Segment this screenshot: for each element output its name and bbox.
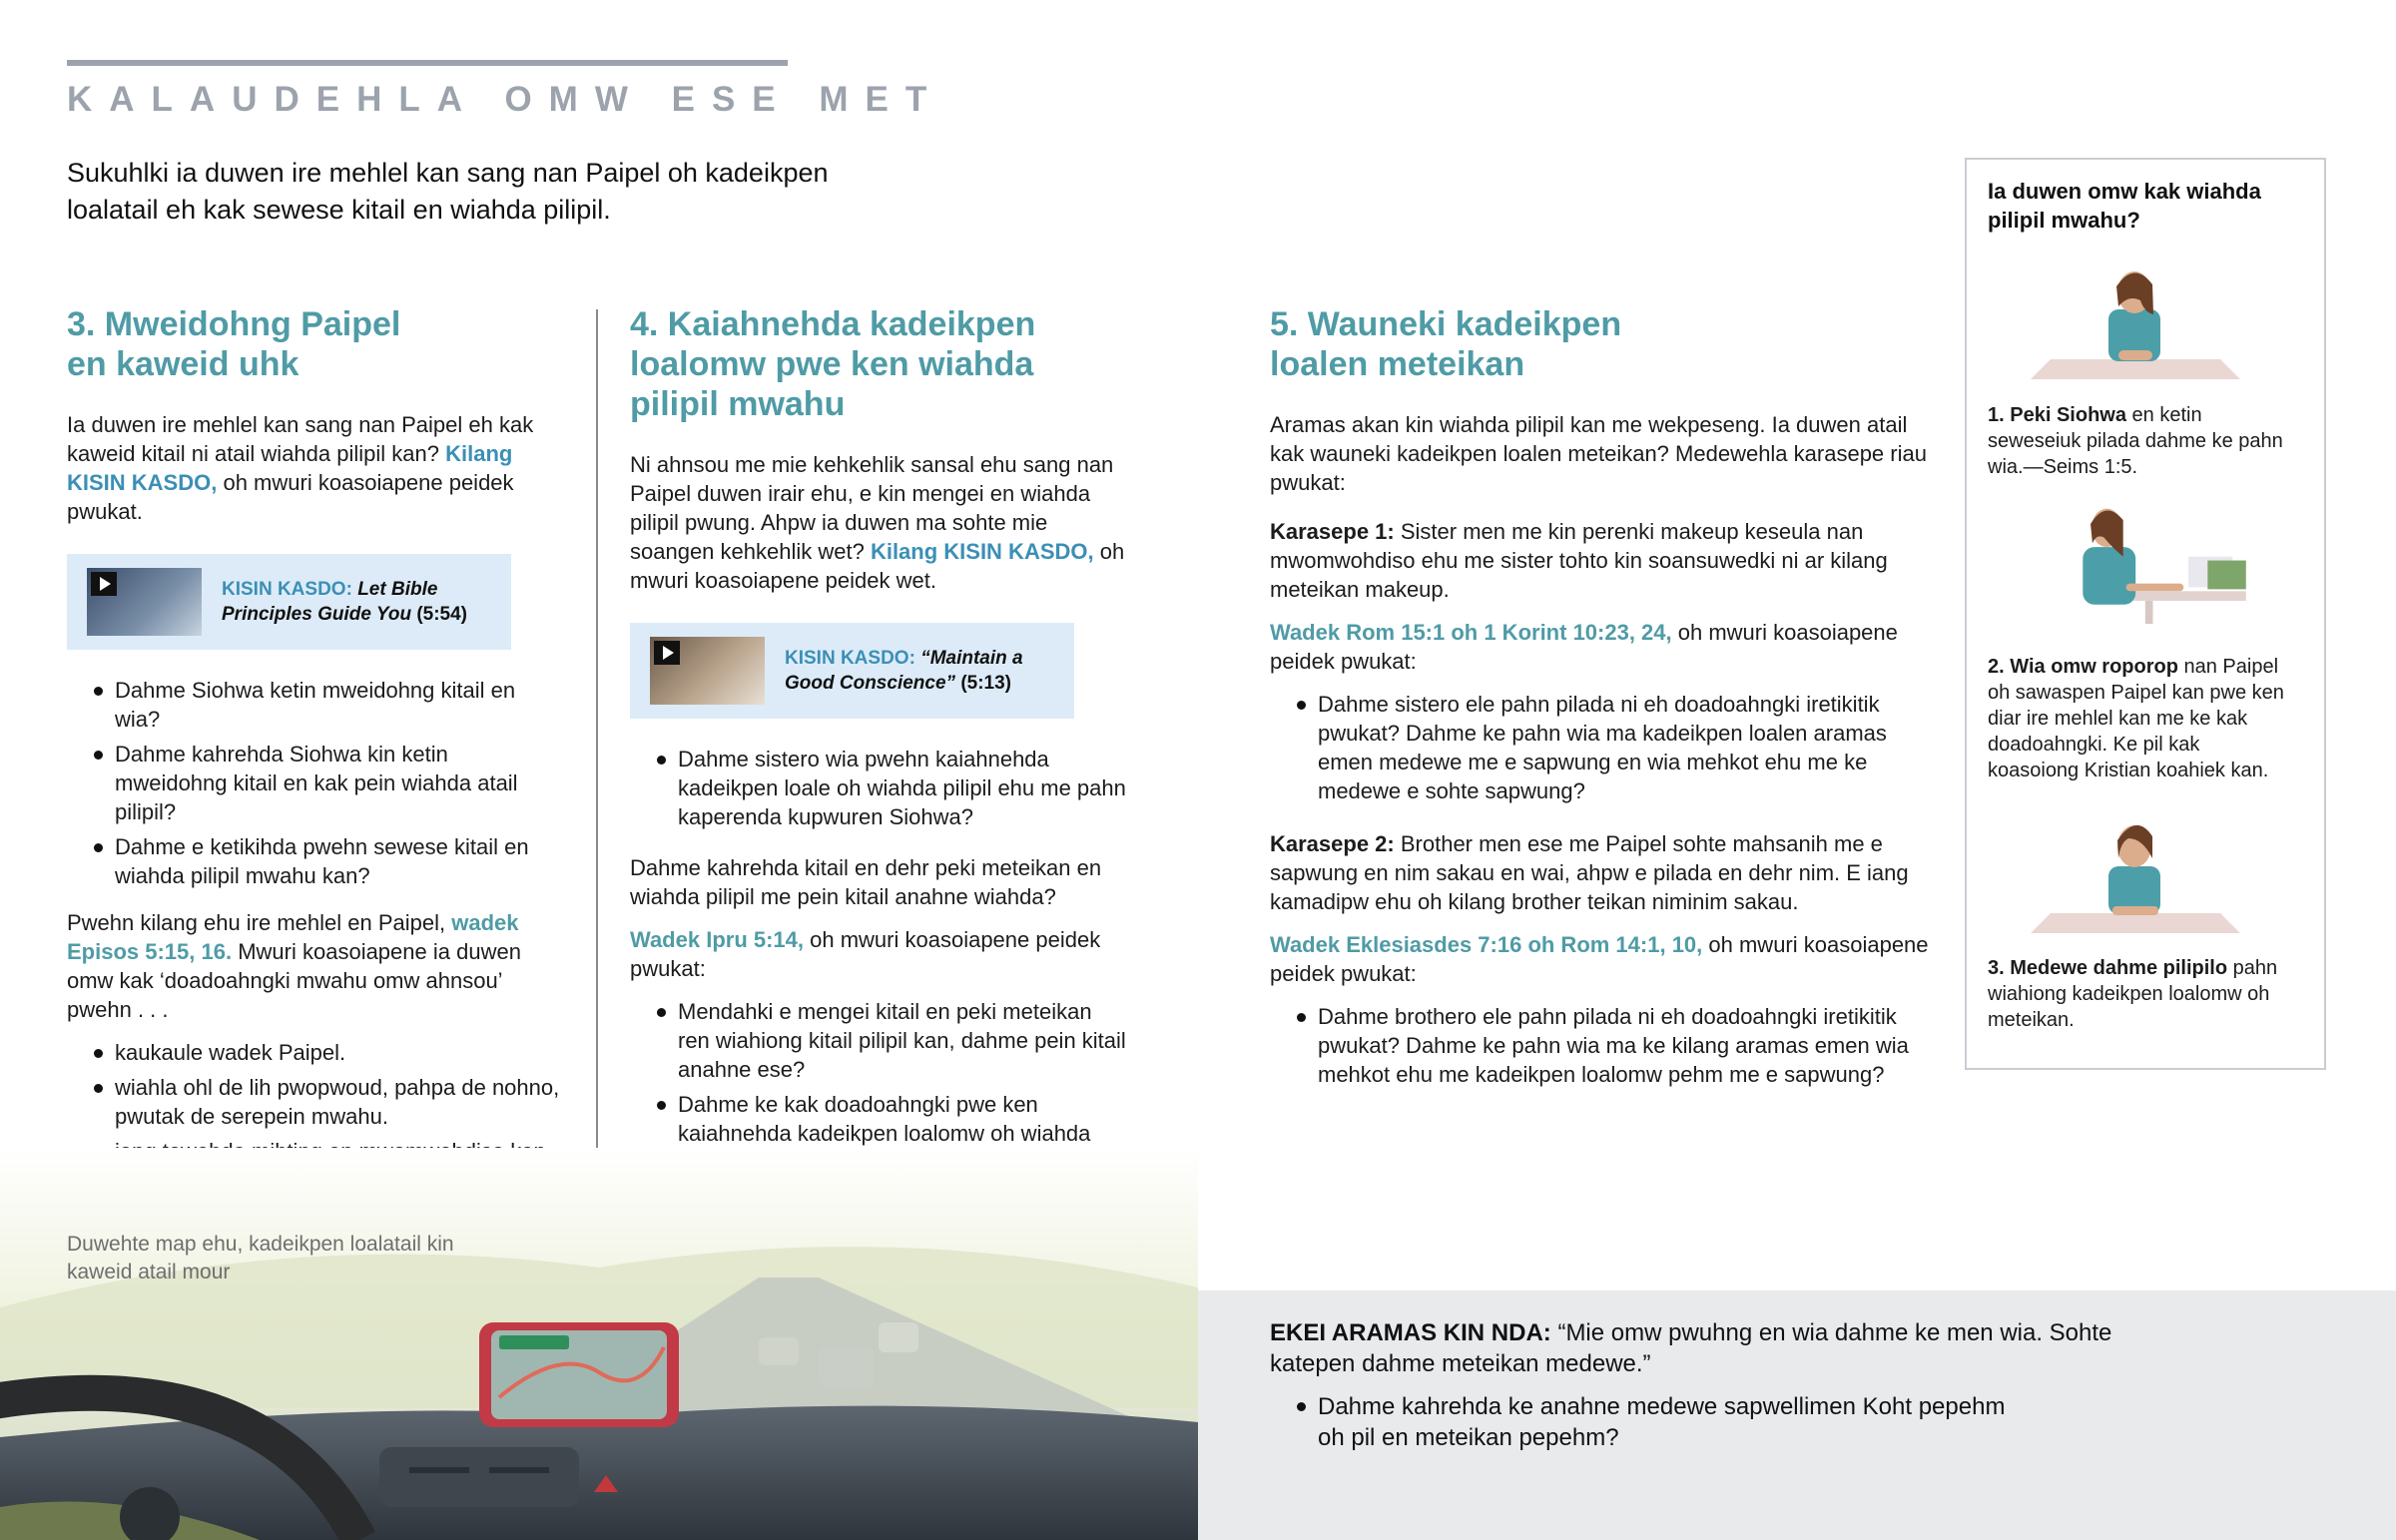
list-item: Dahme kahrehda ke anahne medewe sapwellimen Koht pepehm oh pil en meteikan pepehm? (1270, 1391, 2017, 1453)
section-4-title: 4. Kaiahnehda kadeikpen loalomw pwe ken wiahda pilipil mwahu (630, 305, 1036, 423)
section-5 (1270, 304, 1929, 1101)
column-divider (596, 309, 598, 1170)
section-4-paragraph-3: Wadek Ipru 5:14, oh mwuri koasoiapene peidek pwukat: (630, 927, 1101, 981)
section-4-paragraph: Ni ahnsou me mie kehkehlik sansal ehu sang nan Paipel duwen irair ehu, e kin mengei en wiahda pilipil pwung. Ahpw ia duwen ma sohte mie soangen kehkehlik wet? Kilang KISIN KASDO, oh mwuri koasoiapene peidek wet. (630, 452, 1125, 593)
question-list-2 (1270, 1002, 1929, 1089)
woman-studying-illustration (2031, 499, 2250, 624)
list-item: kaukaule wadek Paipel. (67, 1038, 566, 1067)
sidebar-step-3: 3. Medewe dahme pilipilo pahn wiahiong kadeikpen loalomw oh meteikan. (1988, 957, 2278, 1031)
woman-thinking-illustration (2021, 808, 2240, 933)
video-card[interactable] (630, 623, 1074, 719)
image-caption: Duwehte map ehu, kadeikpen loalatail kin kaweid atail mour (67, 1233, 454, 1283)
example-2-reading: Wadek Eklesiasdes 7:16 oh Rom 14:1, 10, oh mwuri koasoiapene peidek pwukat: (1270, 932, 1929, 986)
video-card[interactable] (67, 554, 511, 650)
list-item: Dahme ke kak doadoahngki pwe ken kaiahnehda kadeikpen loalomw oh wiahda (630, 1090, 1129, 1177)
list-item: Dahme kahrehda Siohwa kin ketin mweidohng kitail en kak pein wiahda atail pilipil? (67, 740, 566, 826)
section-4 (630, 304, 1129, 1189)
woman-praying-illustration (2021, 255, 2240, 379)
list-item: Dahme Siohwa ketin mweidohng kitail en wia? (67, 676, 566, 734)
video-thumbnail[interactable] (650, 637, 765, 705)
example-2: Karasepe 2: Brother men ese me Paipel sohte mahsanih me e sapwung en nim sakau en wai, ahpw e pilada en dehr nim. E iang kamadipw ehu oh kilang brother teikan niminim sakau. (1270, 831, 1909, 914)
section-5-title: 5. Wauneki kadeikpen loalen meteikan (1270, 305, 1622, 383)
top-rule (67, 60, 788, 66)
section-3-paragraph-2: Pwehn kilang ehu ire mehlel en Paipel, wadek Episos 5:15, 16. Mwuri koasoiapene ia duwen omw kak ‘doadoahngki mwahu omw ahnsou’ pwehn . . . (67, 910, 521, 1022)
list-item: Dahme sistero ele pahn pilada ni eh doadoahngki iretikitik pwukat? Dahme ke pahn wia ma kadeikpen loalen aramas emen medewe me e sapwung en wia mehkot ehu me ke medewe e sohte sapwung? (1270, 690, 1929, 805)
scripture-link[interactable]: Wadek Eklesiasdes 7:16 oh Rom 14:1, 10, (1270, 932, 1703, 957)
objection-text: EKEI ARAMAS KIN NDA: “Mie omw pwuhng en wia dahme ke men wia. Sohte katepen dahme meteikan medewe.” (1270, 1319, 2112, 1377)
section-3-title: 3. Mweidohng Paipel en kaweid uhk (67, 305, 401, 383)
section-4-paragraph-2: Dahme kahrehda kitail en dehr peki meteikan en wiahda pilipil me pein kitail anahne wiahda? (630, 855, 1102, 909)
page-kicker: KALAUDEHLA OMW ESE MET (67, 80, 944, 119)
question-list (630, 745, 1129, 831)
play-icon[interactable] (654, 641, 680, 665)
video-label: KISIN KASDO: “Maintain a Good Conscience” (5:13) (785, 648, 1023, 694)
section-3 (67, 304, 566, 1178)
question-list (1270, 690, 1929, 805)
sidebar-question: Ia duwen omw kak wiahda pilipil mwahu? (1988, 179, 2261, 233)
scripture-link[interactable]: wadek Episos 5:15, 16. (67, 910, 519, 964)
list-item: Dahme e ketikihda pwehn sewese kitail en wiahda pilipil mwahu kan? (67, 832, 566, 890)
sidebar-step-2: 2. Wia omw roporop nan Paipel oh sawaspen Paipel kan pwe ken diar ire mehlel kan me ke kak doadoahngki. Ke pil kak koasoiong Kristian koahiek kan. (1988, 656, 2284, 781)
video-link[interactable]: Kilang KISIN KASDO, (67, 441, 513, 495)
list-item: Dahme brothero ele pahn pilada ni eh doadoahngki iretikitik pwukat? Dahme ke pahn wia ma ke kilang aramas emen wia mehkot ehu me kadeikpen loalomw pehm me e sapwung? (1270, 1002, 1929, 1089)
video-link[interactable]: Kilang KISIN KASDO, (870, 539, 1094, 564)
example-1-reading: Wadek Rom 15:1 oh 1 Korint 10:23, 24, oh mwuri koasoiapene peidek pwukat: (1270, 620, 1898, 674)
list-item: wiahla ohl de lih pwopwoud, pahpa de nohno, pwutak de serepein mwahu. (67, 1073, 566, 1131)
scripture-link[interactable]: Wadek Rom 15:1 oh 1 Korint 10:23, 24, (1270, 620, 1672, 645)
intro-text: Sukuhlki ia duwen ire mehlel kan sang nan Paipel oh kadeikpen loalatail eh kak sewese kitail en wiahda pilipil. (67, 158, 829, 225)
example-1: Karasepe 1: Sister men me kin perenki makeup keseula nan mwomwohdiso ehu me sister tohto kin soansuwedki ni ar kilang meteikan makeup. (1270, 519, 1888, 602)
video-label: KISIN KASDO: Let Bible Principles Guide You (5:54) (222, 579, 468, 625)
list-item: Dahme sistero wia pwehn kaiahnehda kadeikpen loale oh wiahda pilipil ehu me pahn kaperenda kupwuren Siohwa? (630, 745, 1129, 831)
section-3-paragraph: Ia duwen ire mehlel kan sang nan Paipel eh kak kaweid kitail ni atail wiahda pilipil kan? Kilang KISIN KASDO, oh mwuri koasoiapene peidek pwukat. (67, 412, 534, 524)
bottom-content (1270, 1317, 2168, 1465)
video-thumbnail[interactable] (87, 568, 202, 636)
section-5-intro: Aramas akan kin wiahda pilipil kan me wekpeseng. Ia duwen atail kak wauneki kadeikpen loalen meteikan? Medewehla karasepe riau pwukat: (1270, 412, 1927, 495)
question-list (67, 676, 566, 890)
sidebar-step-1: 1. Peki Siohwa en ketin seweseiuk pilada dahme ke pahn wia.—Seims 1:5. (1988, 404, 2283, 478)
activity-list (67, 1038, 566, 1166)
list-item: Mendahki e mengei kitail en peki meteikan ren wiahiong kitail pilipil kan, dahme pein kitail anahne ese? (630, 997, 1129, 1084)
scripture-link[interactable]: Wadek Ipru 5:14, (630, 927, 805, 952)
play-icon[interactable] (91, 572, 117, 596)
bottom-question-list (1270, 1391, 2168, 1453)
car-dashboard-illustration (0, 1148, 1198, 1540)
